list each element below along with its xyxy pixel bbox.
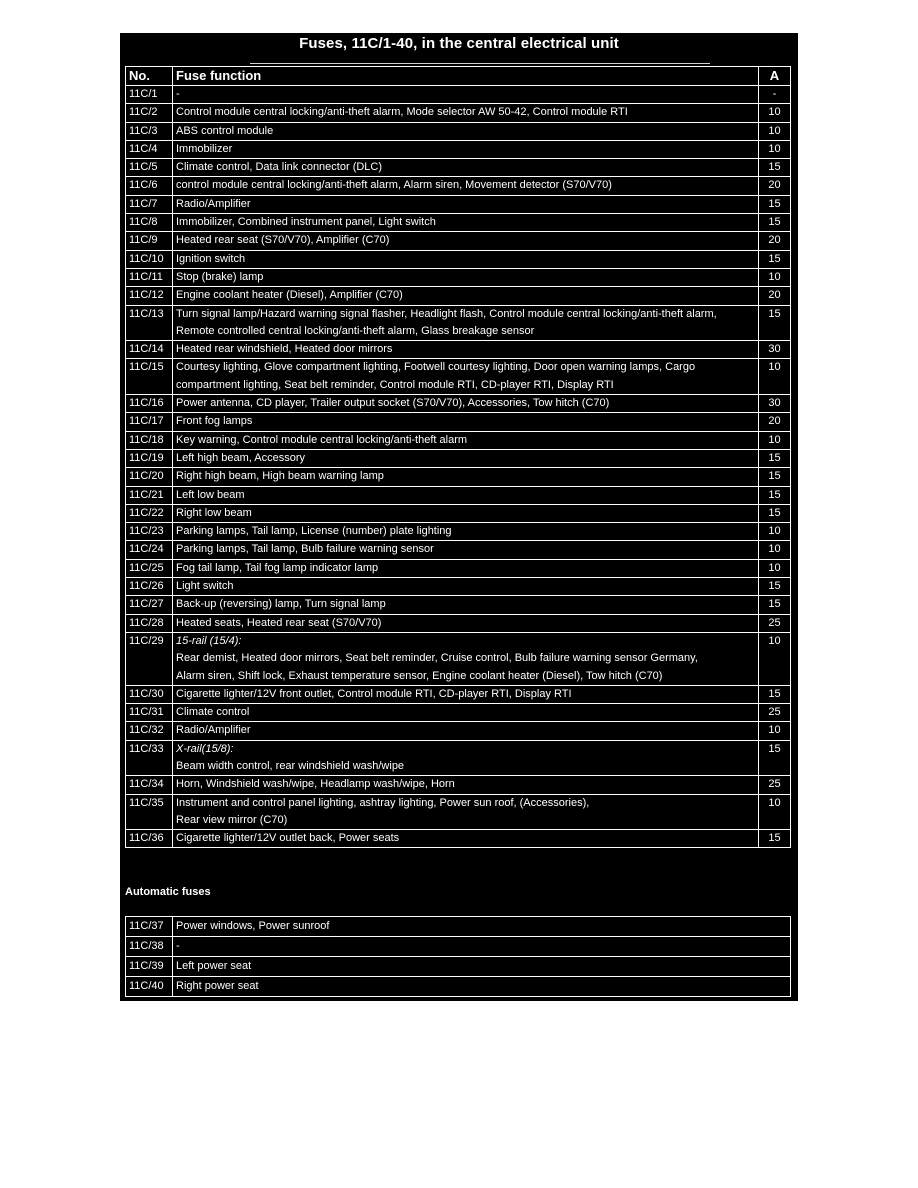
fuse-number-cell: 11C/36 [126,830,173,848]
fuse-function-line: Engine coolant heater (Diesel), Amplifier (C70) [176,289,403,302]
fuse-number-cell: 11C/27 [126,596,173,614]
fuse-number-cell: 11C/32 [126,722,173,740]
fuse-function-line: Right low beam [176,506,252,519]
fuse-number-cell: 11C/35 [126,794,173,830]
table-row [126,232,791,250]
fuse-function-cell [173,449,759,467]
fuse-amperage-cell: 10 [759,431,791,449]
fuse-amperage-cell: 15 [759,449,791,467]
fuse-function-line: - [176,88,180,100]
fuse-function-cell [173,596,759,614]
table-row [126,685,791,703]
fuse-amperage-cell: 10 [759,140,791,158]
fuse-number-cell: 11C/9 [126,232,173,250]
fuse-amperage-cell: 25 [759,704,791,722]
fuse-function-cell [173,722,759,740]
fuse-number-cell: 11C/22 [126,504,173,522]
fuse-function-cell [173,468,759,486]
table-row [126,159,791,177]
fuse-function-line: Rear demist, Heated door mirrors, Seat belt reminder, Cruise control, Bulb failure warning sensor Germany, [176,652,698,665]
automatic-fuse-function-cell: Right power seat [173,977,791,997]
fuse-number-cell: 11C/23 [126,523,173,541]
table-row [126,578,791,596]
table-row [126,776,791,794]
fuse-function-line: Parking lamps, Tail lamp, License (number) plate lighting [176,525,452,538]
fuse-number-cell: 11C/4 [126,140,173,158]
fuse-amperage-cell: 20 [759,232,791,250]
divider [250,63,710,64]
fuse-function-line: Ignition switch [176,252,246,265]
fuse-function-line: Immobilizer, Combined instrument panel, Light switch [176,216,436,229]
fuse-amperage-cell: 10 [759,541,791,559]
table-row [126,177,791,195]
fuse-function-line: Left low beam [176,488,245,501]
table-row [126,104,791,122]
fuse-function-cell [173,504,759,522]
fuse-amperage-cell: 15 [759,740,791,776]
automatic-fuse-function-cell: Left power seat [173,957,791,977]
automatic-fuse-number-cell: 11C/39 [126,957,173,977]
fuse-amperage-cell: 15 [759,214,791,232]
table-row [126,830,791,848]
fuse-function-line: Heated seats, Heated rear seat (S70/V70) [176,616,382,629]
fuse-number-cell: 11C/16 [126,395,173,413]
fuse-function-line: Back-up (reversing) lamp, Turn signal lamp [176,598,386,611]
fuse-amperage-cell: 15 [759,159,791,177]
fuse-function-line: 15-rail (15/4): [176,634,242,647]
fuse-function-line: Courtesy lighting, Glove compartment lighting, Footwell courtesy lighting, Door open warning lamps, Cargo [176,361,696,374]
table-row [126,468,791,486]
fuse-amperage-cell: - [759,86,791,104]
table-row [126,504,791,522]
fuse-amperage-cell: 10 [759,794,791,830]
fuse-function-cell [173,776,759,794]
fuse-number-cell: 11C/15 [126,359,173,395]
fuse-amperage-cell: 20 [759,177,791,195]
fuse-amperage-cell: 10 [759,268,791,286]
table-row [126,632,791,685]
header-no: No. [126,67,173,86]
fuse-number-cell: 11C/8 [126,214,173,232]
fuse-amperage-cell: 15 [759,250,791,268]
fuse-function-line: Front fog lamps [176,415,253,428]
fuse-number-cell: 11C/29 [126,632,173,685]
fuse-function-cell [173,359,759,395]
fuse-amperage-cell: 25 [759,776,791,794]
fuse-function-line: Key warning, Control module central locking/anti-theft alarm [176,433,468,446]
table-row [126,937,791,957]
fuse-function-cell [173,195,759,213]
fuse-function-cell [173,431,759,449]
fuse-amperage-cell: 10 [759,632,791,685]
fuse-amperage-cell: 15 [759,685,791,703]
header-fuse-function: Fuse function [173,67,759,86]
fuse-function-line: Rear view mirror (C70) [176,813,288,826]
fuse-function-line: Turn signal lamp/Hazard warning signal flasher, Headlight flash, Control module central locking/anti-theft alarm, [176,307,717,320]
fuse-function-line: Instrument and control panel lighting, ashtray lighting, Power sun roof, (Accessories), [176,796,590,809]
fuse-amperage-cell: 15 [759,195,791,213]
table-row [126,214,791,232]
fuse-number-cell: 11C/24 [126,541,173,559]
table-row [126,86,791,104]
fuse-function-cell [173,140,759,158]
fuse-function-cell [173,632,759,685]
fuse-number-cell: 11C/6 [126,177,173,195]
fuse-function-cell [173,614,759,632]
fuse-function-cell [173,232,759,250]
fuse-number-cell: 11C/5 [126,159,173,177]
fuse-table [125,66,791,848]
fuse-function-line: control module central locking/anti-theft alarm, Alarm siren, Movement detector (S70/V70) [176,179,612,192]
table-row [126,431,791,449]
fuse-function-line: Control module central locking/anti-theft alarm, Mode selector AW 50-42, Control module RTI [176,106,628,119]
fuse-amperage-cell: 10 [759,722,791,740]
fuse-number-cell: 11C/28 [126,614,173,632]
automatic-fuse-number-cell: 11C/37 [126,917,173,937]
table-row [126,359,791,395]
automatic-fuse-table [125,916,791,997]
fuse-function-line: Alarm siren, Shift lock, Exhaust temperature sensor, Engine coolant heater (Diesel), Tow hitch (C70) [176,669,663,682]
automatic-fuse-function-cell: - [173,937,791,957]
fuse-number-cell: 11C/7 [126,195,173,213]
fuse-function-cell [173,486,759,504]
fuse-function-line: Fog tail lamp, Tail fog lamp indicator lamp [176,561,379,574]
table-row [126,413,791,431]
fuse-amperage-cell: 30 [759,395,791,413]
table-row [126,486,791,504]
automatic-fuse-number-cell: 11C/38 [126,937,173,957]
automatic-fuses-heading: Automatic fuses [125,886,211,898]
fuse-function-line: Stop (brake) lamp [176,270,264,283]
table-row [126,957,791,977]
automatic-fuse-number-cell: 11C/40 [126,977,173,997]
fuse-amperage-cell: 15 [759,468,791,486]
fuse-function-cell [173,104,759,122]
fuse-function-cell [173,122,759,140]
fuse-amperage-cell: 25 [759,614,791,632]
fuse-function-line: Radio/Amplifier [176,724,251,737]
fuse-function-cell [173,704,759,722]
fuse-number-cell: 11C/20 [126,468,173,486]
table-row [126,559,791,577]
document-panel [120,33,798,1001]
fuse-amperage-cell: 10 [759,523,791,541]
table-header-row [126,67,791,86]
fuse-amperage-cell: 15 [759,305,791,341]
fuse-function-line: Beam width control, rear windshield wash/wipe [176,759,405,772]
table-row [126,740,791,776]
fuse-function-cell [173,740,759,776]
table-row [126,287,791,305]
table-row [126,250,791,268]
fuse-function-cell [173,541,759,559]
fuse-number-cell: 11C/21 [126,486,173,504]
table-row [126,341,791,359]
fuse-amperage-cell: 10 [759,559,791,577]
fuse-number-cell: 11C/25 [126,559,173,577]
fuse-number-cell: 11C/33 [126,740,173,776]
table-row [126,395,791,413]
fuse-amperage-cell: 15 [759,504,791,522]
fuse-number-cell: 11C/14 [126,341,173,359]
fuse-function-cell [173,685,759,703]
fuse-function-cell [173,559,759,577]
fuse-number-cell: 11C/10 [126,250,173,268]
fuse-number-cell: 11C/12 [126,287,173,305]
fuse-function-line: Heated rear seat (S70/V70), Amplifier (C70) [176,234,390,247]
table-row [126,195,791,213]
fuse-function-line: compartment lighting, Seat belt reminder, Control module RTI, CD-player RTI, Display RTI [176,378,614,391]
automatic-fuse-function-cell: Power windows, Power sunroof [173,917,791,937]
fuse-function-cell [173,214,759,232]
fuse-function-line: Left high beam, Accessory [176,451,306,464]
fuse-function-cell [173,578,759,596]
fuse-function-line: Cigarette lighter/12V outlet back, Power seats [176,832,400,845]
fuse-amperage-cell: 10 [759,359,791,395]
fuse-function-cell [173,287,759,305]
fuse-function-line: Heated rear windshield, Heated door mirrors [176,343,393,356]
fuse-function-line: ABS control module [176,124,274,137]
fuse-amperage-cell: 15 [759,486,791,504]
fuse-amperage-cell: 20 [759,287,791,305]
fuse-function-line: X-rail(15/8): [176,742,234,755]
fuse-number-cell: 11C/17 [126,413,173,431]
table-row [126,122,791,140]
fuse-function-cell [173,794,759,830]
fuse-function-cell [173,413,759,431]
fuse-number-cell: 11C/19 [126,449,173,467]
table-row [126,614,791,632]
fuse-number-cell: 11C/2 [126,104,173,122]
fuse-function-cell [173,86,759,104]
header-amperage: A [759,67,791,86]
fuse-number-cell: 11C/26 [126,578,173,596]
fuse-function-line: Horn, Windshield wash/wipe, Headlamp wash/wipe, Horn [176,778,455,791]
fuse-function-cell [173,177,759,195]
fuse-number-cell: 11C/31 [126,704,173,722]
fuse-function-line: Power antenna, CD player, Trailer output socket (S70/V70), Accessories, Tow hitch (C70) [176,397,610,410]
page-title: Fuses, 11C/1-40, in the central electrical unit [299,35,619,52]
fuse-function-cell [173,395,759,413]
fuse-function-line: Immobilizer [176,142,233,155]
fuse-function-line: Climate control, Data link connector (DLC) [176,161,383,174]
table-row [126,596,791,614]
fuse-function-line: Right high beam, High beam warning lamp [176,470,384,483]
fuse-amperage-cell: 30 [759,341,791,359]
fuse-function-line: Radio/Amplifier [176,197,251,210]
table-row [126,523,791,541]
fuse-amperage-cell: 15 [759,596,791,614]
fuse-number-cell: 11C/30 [126,685,173,703]
fuse-amperage-cell: 15 [759,830,791,848]
fuse-function-cell [173,268,759,286]
fuse-function-line: Parking lamps, Tail lamp, Bulb failure warning sensor [176,543,434,556]
fuse-function-line: Remote controlled central locking/anti-theft alarm, Glass breakage sensor [176,324,535,337]
table-row [126,722,791,740]
table-row [126,140,791,158]
fuse-amperage-cell: 10 [759,122,791,140]
fuse-function-cell [173,830,759,848]
fuse-number-cell: 11C/34 [126,776,173,794]
table-row [126,541,791,559]
table-row [126,704,791,722]
fuse-function-cell [173,159,759,177]
fuse-number-cell: 11C/3 [126,122,173,140]
fuse-function-line: Light switch [176,580,234,593]
table-row [126,305,791,341]
fuse-amperage-cell: 20 [759,413,791,431]
fuse-function-line: Climate control [176,706,250,719]
table-row [126,977,791,997]
fuse-number-cell: 11C/11 [126,268,173,286]
fuse-number-cell: 11C/18 [126,431,173,449]
fuse-function-cell [173,250,759,268]
fuse-table-body [126,86,791,848]
fuse-number-cell: 11C/13 [126,305,173,341]
fuse-amperage-cell: 10 [759,104,791,122]
table-row [126,449,791,467]
fuse-function-cell [173,523,759,541]
fuse-function-line: Cigarette lighter/12V front outlet, Control module RTI, CD-player RTI, Display RTI [176,687,572,700]
fuse-function-cell [173,341,759,359]
automatic-fuse-table-body [126,917,791,997]
fuse-amperage-cell: 15 [759,578,791,596]
fuse-function-cell [173,305,759,341]
fuse-number-cell: 11C/1 [126,86,173,104]
table-row [126,794,791,830]
table-row [126,268,791,286]
table-row [126,917,791,937]
